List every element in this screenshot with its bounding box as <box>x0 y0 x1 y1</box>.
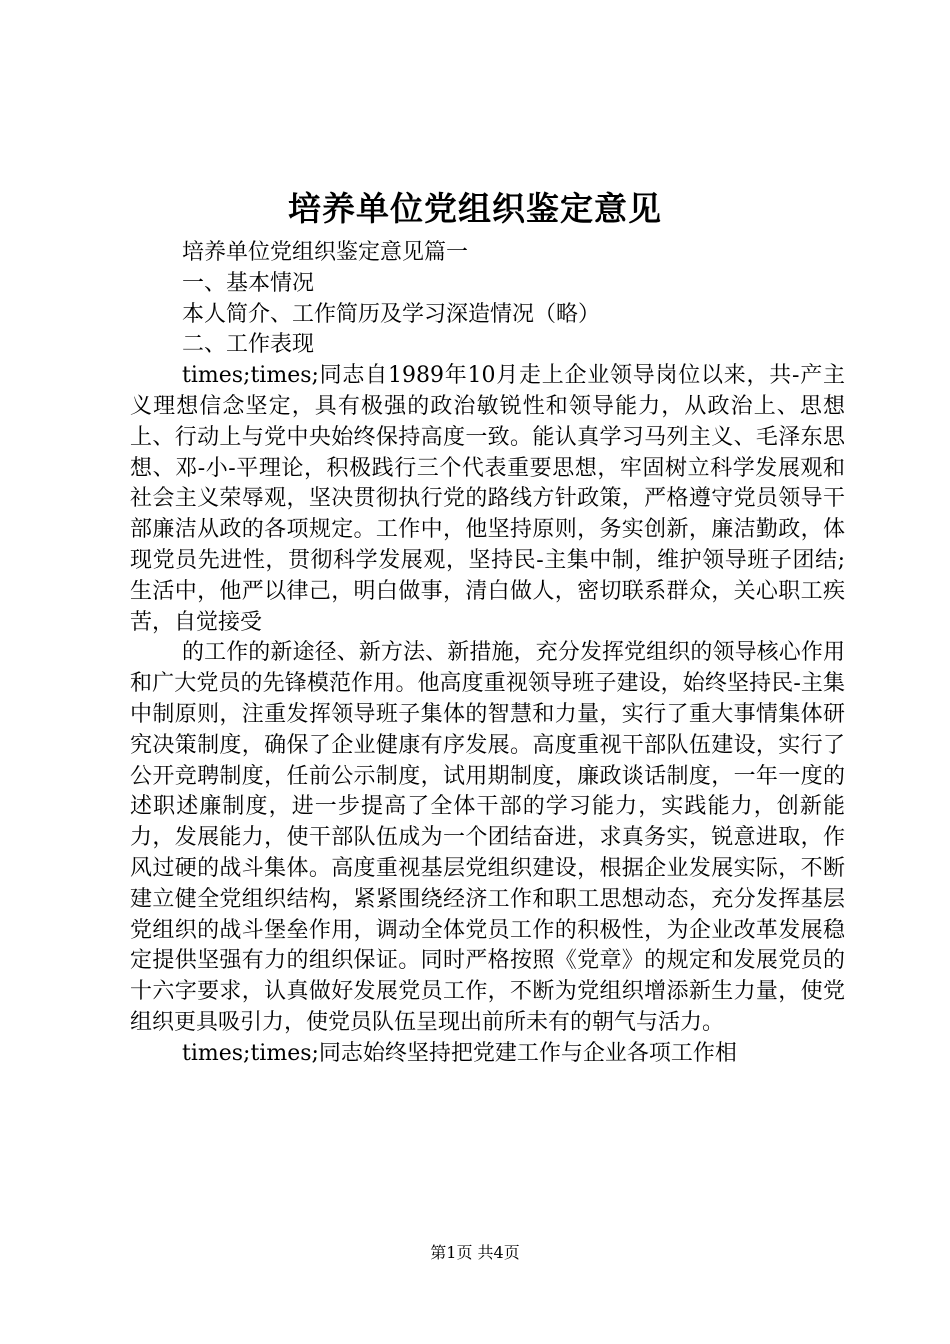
section-heading-basic-info: 一、基本情况 <box>182 270 315 296</box>
document-title: 培养单位党组织鉴定意见 <box>288 189 662 228</box>
paragraph-work-performance-2: 的工作的新途径、新方法、新措施，充分发挥党组织的领导核心作用和广大党员的先锋模范作用。他高度重视领导班子建设，始终坚持民-主集中制原则，注重发挥领导班子集体的智慧和力量，实行了重大事情集体研究决策制度，确保了企业健康有序发展。高度重视干部队伍建设，实行了公开竞聘制度，任前公示制度，试用期制度，廉政谈话制度，一年一度的述职述廉制度，进一步提高了全体干部的学习能力，实践能力，创新能力，发展能力，使干部队伍成为一个团结奋进，求真务实，锐意进取，作风过硬的战斗集体。高度重视基层党组织建设，根据企业发展实际，不断建立健全党组织结构，紧紧围绕经济工作和职工思想动态，充分发挥基层党组织的战斗堡垒作用，调动全体党员工作的积极性，为企业改革发展稳定提供坚强有力的组织保证。同时严格按照《党章》的规定和发展党员的十六字要求，认真做好发展党员工作，不断为党组织增添新生力量，使党组织更具吸引力，使党员队伍呈现出前所未有的朝气与活力。 <box>130 640 845 1035</box>
section-heading-title-line: 培养单位党组织鉴定意见篇一 <box>182 240 469 265</box>
section-heading-work-performance: 二、工作表现 <box>182 332 315 358</box>
document-body <box>130 238 845 1070</box>
paragraph-work-performance-3: times;times;同志始终坚持把党建工作与企业各项工作相 <box>182 1040 737 1066</box>
paragraph-intro-omitted: 本人简介、工作简历及学习深造情况（略） <box>182 301 601 327</box>
paragraph-work-performance-1: times;times;同志自1989年10月走上企业领导岗位以来，共-产主义理想信念坚定，具有极强的政治敏锐性和领导能力，从政治上、思想上、行动上与党中央始终保持高度一致。能认真学习马列主义、毛泽东思想、邓-小-平理论，积极践行三个代表重要思想，牢固树立科学发展观和社会主义荣辱观，坚决贯彻执行党的路线方针政策，严格遵守党员领导干部廉洁从政的各项规定。工作中，他坚持原则，务实创新，廉洁勤政，体现党员先进性，贯彻科学发展观，坚持民-主集中制，维护领导班子团结;生活中，他严以律己，明白做事，清白做人，密切联系群众，关心职工疾苦，自觉接受 <box>130 363 845 635</box>
page-number-footer: 第1页 共4页 <box>430 1243 520 1262</box>
